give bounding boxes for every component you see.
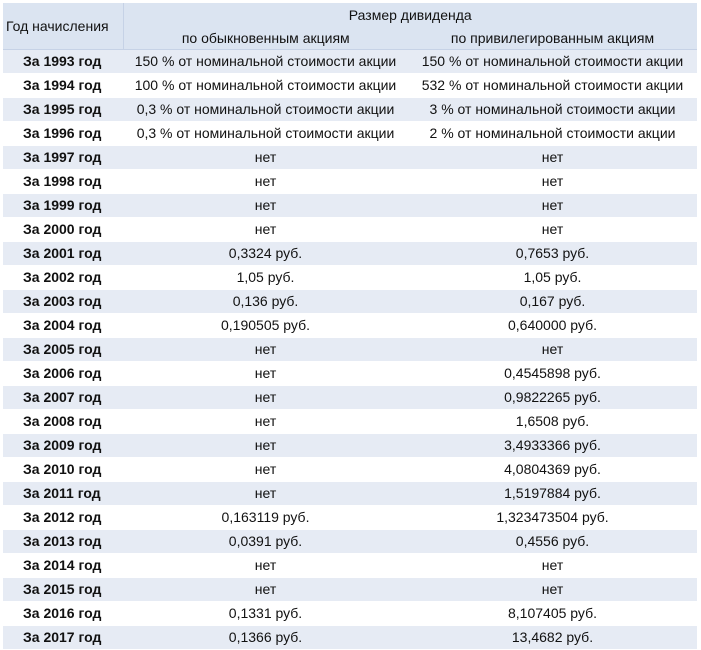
table-row	[3, 626, 697, 650]
year-cell: За 2010 год	[3, 458, 123, 482]
year-cell: За 1993 год	[3, 50, 123, 74]
preferred-dividend-cell: 13,4682 руб.	[408, 626, 697, 650]
table-row	[3, 194, 697, 218]
preferred-dividend-cell: 8,107405 руб.	[408, 602, 697, 626]
preferred-dividend-cell: 532 % от номинальной стоимости акции	[408, 74, 697, 98]
table-row	[3, 530, 697, 554]
year-cell: За 2009 год	[3, 434, 123, 458]
preferred-dividend-cell: 150 % от номинальной стоимости акции	[408, 50, 697, 74]
dividend-table	[3, 3, 697, 650]
table-row	[3, 122, 697, 146]
table-row	[3, 482, 697, 506]
table-row	[3, 170, 697, 194]
preferred-dividend-cell: нет	[408, 170, 697, 194]
table-row	[3, 218, 697, 242]
year-cell: За 2017 год	[3, 626, 123, 650]
year-cell: За 2001 год	[3, 242, 123, 266]
common-dividend-cell: 0,1366 руб.	[123, 626, 408, 650]
table-row	[3, 98, 697, 122]
common-dividend-cell: 0,190505 руб.	[123, 314, 408, 338]
table-row	[3, 146, 697, 170]
year-cell: За 2016 год	[3, 602, 123, 626]
table-row	[3, 338, 697, 362]
table-row	[3, 386, 697, 410]
preferred-dividend-cell: нет	[408, 554, 697, 578]
year-cell: За 2015 год	[3, 578, 123, 602]
preferred-dividend-cell: 0,167 руб.	[408, 290, 697, 314]
year-cell: За 1995 год	[3, 98, 123, 122]
preferred-dividend-cell: нет	[408, 578, 697, 602]
year-cell: За 2011 год	[3, 482, 123, 506]
year-cell: За 1998 год	[3, 170, 123, 194]
common-dividend-cell: нет	[123, 386, 408, 410]
common-dividend-cell: 150 % от номинальной стоимости акции	[123, 50, 408, 74]
table-row	[3, 458, 697, 482]
preferred-dividend-cell: нет	[408, 194, 697, 218]
common-dividend-cell: 0,136 руб.	[123, 290, 408, 314]
common-dividend-cell: 0,1331 руб.	[123, 602, 408, 626]
common-dividend-cell: нет	[123, 170, 408, 194]
year-column-header: Год начисления	[3, 3, 123, 50]
table-row	[3, 314, 697, 338]
common-dividend-cell: нет	[123, 578, 408, 602]
table-row	[3, 410, 697, 434]
common-dividend-cell: 0,163119 руб.	[123, 506, 408, 530]
preferred-dividend-cell: 1,6508 руб.	[408, 410, 697, 434]
preferred-dividend-cell: 2 % от номинальной стоимости акции	[408, 122, 697, 146]
year-cell: За 1999 год	[3, 194, 123, 218]
year-cell: За 1997 год	[3, 146, 123, 170]
common-dividend-cell: нет	[123, 554, 408, 578]
table-row	[3, 266, 697, 290]
common-dividend-cell: 1,05 руб.	[123, 266, 408, 290]
year-cell: За 2013 год	[3, 530, 123, 554]
common-dividend-cell: нет	[123, 218, 408, 242]
common-dividend-cell: нет	[123, 146, 408, 170]
year-cell: За 1996 год	[3, 122, 123, 146]
common-dividend-cell: 100 % от номинальной стоимости акции	[123, 74, 408, 98]
preferred-dividend-cell: 1,05 руб.	[408, 266, 697, 290]
common-dividend-cell: 0,0391 руб.	[123, 530, 408, 554]
table-row	[3, 74, 697, 98]
year-cell: За 2007 год	[3, 386, 123, 410]
year-cell: За 2004 год	[3, 314, 123, 338]
preferred-dividend-cell: 3 % от номинальной стоимости акции	[408, 98, 697, 122]
year-cell: За 2003 год	[3, 290, 123, 314]
table-row	[3, 242, 697, 266]
table-row	[3, 578, 697, 602]
preferred-dividend-cell: нет	[408, 146, 697, 170]
common-dividend-cell: нет	[123, 338, 408, 362]
preferred-dividend-cell: 0,640000 руб.	[408, 314, 697, 338]
common-dividend-cell: нет	[123, 194, 408, 218]
common-dividend-cell: нет	[123, 482, 408, 506]
preferred-dividend-cell: 4,0804369 руб.	[408, 458, 697, 482]
preferred-dividend-cell: 0,9822265 руб.	[408, 386, 697, 410]
preferred-dividend-cell: 1,323473504 руб.	[408, 506, 697, 530]
table-header	[3, 3, 697, 50]
year-cell: За 2008 год	[3, 410, 123, 434]
table-row	[3, 290, 697, 314]
preferred-dividend-cell: 1,5197884 руб.	[408, 482, 697, 506]
table-row	[3, 554, 697, 578]
preferred-dividend-cell: 3,4933366 руб.	[408, 434, 697, 458]
preferred-dividend-cell: нет	[408, 338, 697, 362]
table-body	[3, 50, 697, 650]
year-cell: За 1994 год	[3, 74, 123, 98]
common-dividend-cell: 0,3 % от номинальной стоимости акции	[123, 122, 408, 146]
common-dividend-cell: нет	[123, 458, 408, 482]
preferred-dividend-cell: нет	[408, 218, 697, 242]
preferred-shares-header: по привилегированным акциям	[408, 28, 697, 50]
common-dividend-cell: нет	[123, 434, 408, 458]
table-row	[3, 506, 697, 530]
year-cell: За 2005 год	[3, 338, 123, 362]
dividend-size-header: Размер дивиденда	[123, 3, 697, 28]
common-dividend-cell: нет	[123, 410, 408, 434]
year-cell: За 2006 год	[3, 362, 123, 386]
preferred-dividend-cell: 0,4556 руб.	[408, 530, 697, 554]
preferred-dividend-cell: 0,7653 руб.	[408, 242, 697, 266]
table-row	[3, 50, 697, 74]
common-dividend-cell: нет	[123, 362, 408, 386]
table-row	[3, 602, 697, 626]
table-row	[3, 434, 697, 458]
year-cell: За 2000 год	[3, 218, 123, 242]
common-dividend-cell: 0,3 % от номинальной стоимости акции	[123, 98, 408, 122]
common-shares-header: по обыкновенным акциям	[123, 28, 408, 50]
year-cell: За 2014 год	[3, 554, 123, 578]
year-cell: За 2012 год	[3, 506, 123, 530]
year-cell: За 2002 год	[3, 266, 123, 290]
preferred-dividend-cell: 0,4545898 руб.	[408, 362, 697, 386]
table-row	[3, 362, 697, 386]
common-dividend-cell: 0,3324 руб.	[123, 242, 408, 266]
